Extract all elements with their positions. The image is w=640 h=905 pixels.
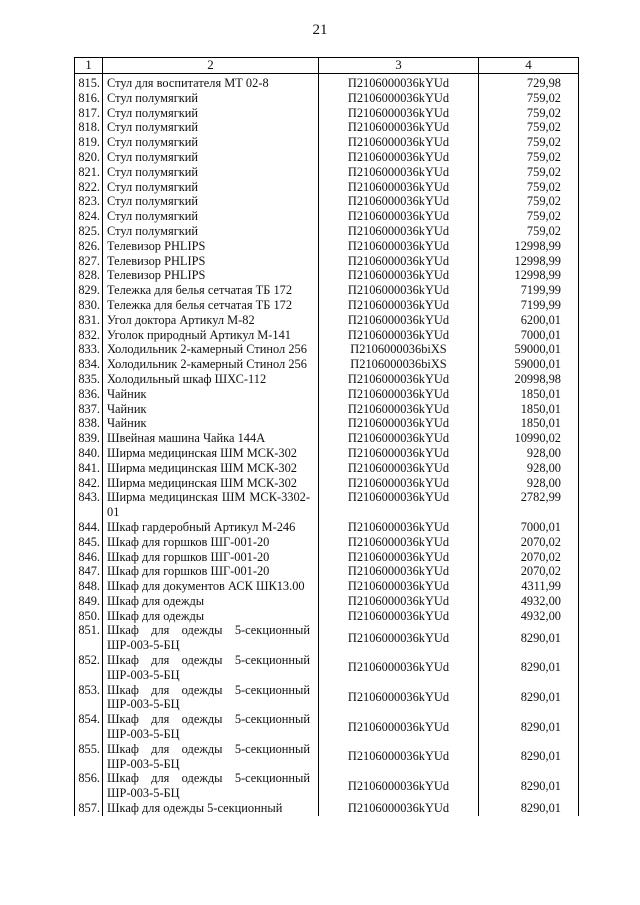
table-row — [75, 209, 579, 224]
table-row — [75, 298, 579, 313]
item-price: 12998,99 — [479, 268, 579, 283]
inventory-code: П2106000036kYUd — [319, 461, 479, 476]
row-number: 855. — [75, 742, 103, 772]
table-row — [75, 74, 579, 91]
item-name: Шкаф для одежды 5-секционный ШР-003-5-БЦ — [103, 683, 319, 713]
item-price: 759,02 — [479, 209, 579, 224]
inventory-code: П2106000036kYUd — [319, 165, 479, 180]
row-number: 830. — [75, 298, 103, 313]
item-name: Стул полумягкий — [103, 180, 319, 195]
table-row — [75, 268, 579, 283]
row-number: 853. — [75, 683, 103, 713]
table-row — [75, 446, 579, 461]
item-price: 8290,01 — [479, 683, 579, 713]
inventory-code: П2106000036kYUd — [319, 683, 479, 713]
item-name: Стул полумягкий — [103, 194, 319, 209]
table-row — [75, 180, 579, 195]
table-row — [75, 402, 579, 417]
table-body — [75, 74, 579, 816]
row-number: 851. — [75, 623, 103, 653]
table-row — [75, 91, 579, 106]
row-number: 844. — [75, 520, 103, 535]
header-row — [75, 58, 579, 74]
table-row — [75, 313, 579, 328]
item-price: 7199,99 — [479, 283, 579, 298]
item-name: Стул полумягкий — [103, 224, 319, 239]
row-number: 834. — [75, 357, 103, 372]
item-name: Чайник — [103, 402, 319, 417]
row-number: 839. — [75, 431, 103, 446]
table-row — [75, 771, 579, 801]
inventory-code: П2106000036kYUd — [319, 520, 479, 535]
inventory-code: П2106000036kYUd — [319, 535, 479, 550]
item-name: Шкаф для горшков ШГ-001-20 — [103, 564, 319, 579]
item-name: Угол доктора Артикул М-82 — [103, 313, 319, 328]
item-name: Телевизор PHLIPS — [103, 239, 319, 254]
item-price: 1850,01 — [479, 416, 579, 431]
item-name: Стул для воспитателя МТ 02-8 — [103, 74, 319, 91]
item-price: 8290,01 — [479, 801, 579, 816]
table-row — [75, 712, 579, 742]
row-number: 857. — [75, 801, 103, 816]
table-row — [75, 609, 579, 624]
inventory-code: П2106000036kYUd — [319, 431, 479, 446]
item-name: Стул полумягкий — [103, 209, 319, 224]
item-name: Чайник — [103, 416, 319, 431]
item-price: 2070,02 — [479, 535, 579, 550]
table-row — [75, 801, 579, 816]
table-row — [75, 579, 579, 594]
table-row — [75, 550, 579, 565]
item-name: Стул полумягкий — [103, 165, 319, 180]
row-number: 829. — [75, 283, 103, 298]
table-row — [75, 357, 579, 372]
row-number: 833. — [75, 342, 103, 357]
item-name: Ширма медицинская ШМ МСК-302 — [103, 446, 319, 461]
inventory-code: П2106000036kYUd — [319, 771, 479, 801]
item-name: Телевизор PHLIPS — [103, 268, 319, 283]
table-row — [75, 328, 579, 343]
inventory-code: П2106000036kYUd — [319, 594, 479, 609]
table-row — [75, 461, 579, 476]
item-name: Холодильник 2-камерный Стинол 256 — [103, 342, 319, 357]
inventory-code: П2106000036kYUd — [319, 74, 479, 91]
item-price: 759,02 — [479, 120, 579, 135]
row-number: 824. — [75, 209, 103, 224]
inventory-code: П2106000036kYUd — [319, 298, 479, 313]
table-row — [75, 476, 579, 491]
inventory-code: П2106000036kYUd — [319, 194, 479, 209]
inventory-code: П2106000036kYUd — [319, 180, 479, 195]
inventory-code: П2106000036kYUd — [319, 446, 479, 461]
item-name: Холодильный шкаф ШХС-112 — [103, 372, 319, 387]
item-name: Шкаф для одежды 5-секционный — [103, 801, 319, 816]
item-price: 928,00 — [479, 446, 579, 461]
inventory-code: П2106000036kYUd — [319, 564, 479, 579]
row-number: 822. — [75, 180, 103, 195]
inventory-table — [74, 57, 579, 816]
row-number: 817. — [75, 106, 103, 121]
table-row — [75, 120, 579, 135]
item-price: 759,02 — [479, 150, 579, 165]
item-name: Стул полумягкий — [103, 91, 319, 106]
inventory-code: П2106000036kYUd — [319, 254, 479, 269]
row-number: 838. — [75, 416, 103, 431]
table-row — [75, 387, 579, 402]
table-row — [75, 564, 579, 579]
page-number: 21 — [312, 22, 328, 38]
inventory-code: П2106000036kYUd — [319, 150, 479, 165]
item-price: 928,00 — [479, 476, 579, 491]
inventory-code: П2106000036kYUd — [319, 268, 479, 283]
item-price: 1850,01 — [479, 402, 579, 417]
item-price: 12998,99 — [479, 254, 579, 269]
table-row — [75, 490, 579, 520]
table-row — [75, 135, 579, 150]
item-name: Холодильник 2-камерный Стинол 256 — [103, 357, 319, 372]
inventory-code: П2106000036kYUd — [319, 135, 479, 150]
item-price: 1850,01 — [479, 387, 579, 402]
item-name: Шкаф для одежды 5-секционный ШР-003-5-БЦ — [103, 653, 319, 683]
table-row — [75, 254, 579, 269]
row-number: 823. — [75, 194, 103, 209]
inventory-code: П2106000036kYUd — [319, 387, 479, 402]
row-number: 831. — [75, 313, 103, 328]
row-number: 825. — [75, 224, 103, 239]
table-row — [75, 742, 579, 772]
inventory-code: П2106000036kYUd — [319, 372, 479, 387]
item-name: Ширма медицинская ШМ МСК-3302-01 — [103, 490, 319, 520]
row-number: 856. — [75, 771, 103, 801]
item-price: 8290,01 — [479, 653, 579, 683]
row-number: 854. — [75, 712, 103, 742]
item-name: Стул полумягкий — [103, 135, 319, 150]
item-price: 4311,99 — [479, 579, 579, 594]
column-header-3: 3 — [319, 58, 479, 74]
column-header-1: 1 — [75, 58, 103, 74]
row-number: 827. — [75, 254, 103, 269]
item-price: 759,02 — [479, 180, 579, 195]
item-name: Тележка для белья сетчатая ТБ 172 — [103, 298, 319, 313]
inventory-code: П2106000036kYUd — [319, 328, 479, 343]
item-name: Швейная машина Чайка 144А — [103, 431, 319, 446]
row-number: 815. — [75, 74, 103, 91]
item-price: 759,02 — [479, 106, 579, 121]
inventory-code: П2106000036biXS — [319, 342, 479, 357]
item-name: Шкаф для одежды 5-секционный ШР-003-5-БЦ — [103, 712, 319, 742]
inventory-code: П2106000036kYUd — [319, 120, 479, 135]
column-header-2: 2 — [103, 58, 319, 74]
inventory-code: П2106000036kYUd — [319, 416, 479, 431]
inventory-code: П2106000036kYUd — [319, 712, 479, 742]
item-name: Шкаф для одежды 5-секционный ШР-003-5-БЦ — [103, 742, 319, 772]
table-row — [75, 683, 579, 713]
row-number: 835. — [75, 372, 103, 387]
inventory-code: П2106000036kYUd — [319, 91, 479, 106]
item-price: 8290,01 — [479, 623, 579, 653]
item-name: Шкаф для документов АСК ШК13.00 — [103, 579, 319, 594]
item-price: 20998,98 — [479, 372, 579, 387]
inventory-code: П2106000036kYUd — [319, 239, 479, 254]
item-name: Шкаф для одежды — [103, 609, 319, 624]
inventory-code: П2106000036kYUd — [319, 106, 479, 121]
item-name: Уголок природный Артикул М-141 — [103, 328, 319, 343]
item-price: 729,98 — [479, 74, 579, 91]
inventory-code: П2106000036kYUd — [319, 476, 479, 491]
row-number: 847. — [75, 564, 103, 579]
item-name: Шкаф для одежды 5-секционный ШР-003-5-БЦ — [103, 623, 319, 653]
row-number: 849. — [75, 594, 103, 609]
table-row — [75, 194, 579, 209]
row-number: 846. — [75, 550, 103, 565]
row-number: 843. — [75, 490, 103, 520]
item-price: 759,02 — [479, 194, 579, 209]
item-name: Шкаф для горшков ШГ-001-20 — [103, 535, 319, 550]
table-row — [75, 535, 579, 550]
table-row — [75, 416, 579, 431]
item-price: 7000,01 — [479, 328, 579, 343]
inventory-code: П2106000036kYUd — [319, 209, 479, 224]
inventory-code: П2106000036kYUd — [319, 402, 479, 417]
item-name: Телевизор PHLIPS — [103, 254, 319, 269]
row-number: 837. — [75, 402, 103, 417]
item-price: 2782,99 — [479, 490, 579, 520]
row-number: 848. — [75, 579, 103, 594]
item-price: 759,02 — [479, 224, 579, 239]
item-price: 10990,02 — [479, 431, 579, 446]
inventory-code: П2106000036kYUd — [319, 742, 479, 772]
row-number: 832. — [75, 328, 103, 343]
inventory-code: П2106000036kYUd — [319, 224, 479, 239]
item-price: 59000,01 — [479, 357, 579, 372]
item-price: 8290,01 — [479, 771, 579, 801]
item-price: 6200,01 — [479, 313, 579, 328]
table-row — [75, 165, 579, 180]
item-name: Шкаф для одежды — [103, 594, 319, 609]
row-number: 852. — [75, 653, 103, 683]
item-name: Тележка для белья сетчатая ТБ 172 — [103, 283, 319, 298]
item-price: 59000,01 — [479, 342, 579, 357]
table-row — [75, 342, 579, 357]
row-number: 850. — [75, 609, 103, 624]
item-price: 759,02 — [479, 135, 579, 150]
item-name: Шкаф гардеробный Артикул М-246 — [103, 520, 319, 535]
item-price: 8290,01 — [479, 742, 579, 772]
item-price: 8290,01 — [479, 712, 579, 742]
item-name: Чайник — [103, 387, 319, 402]
item-price: 2070,02 — [479, 550, 579, 565]
item-price: 759,02 — [479, 91, 579, 106]
row-number: 820. — [75, 150, 103, 165]
item-name: Шкаф для горшков ШГ-001-20 — [103, 550, 319, 565]
table-row — [75, 150, 579, 165]
inventory-code: П2106000036kYUd — [319, 579, 479, 594]
row-number: 828. — [75, 268, 103, 283]
inventory-code: П2106000036kYUd — [319, 313, 479, 328]
row-number: 841. — [75, 461, 103, 476]
item-name: Ширма медицинская ШМ МСК-302 — [103, 461, 319, 476]
row-number: 842. — [75, 476, 103, 491]
table-row — [75, 372, 579, 387]
item-price: 7199,99 — [479, 298, 579, 313]
table-row — [75, 653, 579, 683]
inventory-code: П2106000036biXS — [319, 357, 479, 372]
row-number: 840. — [75, 446, 103, 461]
item-price: 759,02 — [479, 165, 579, 180]
row-number: 845. — [75, 535, 103, 550]
row-number: 816. — [75, 91, 103, 106]
table-row — [75, 224, 579, 239]
table-row — [75, 239, 579, 254]
table-row — [75, 283, 579, 298]
item-price: 12998,99 — [479, 239, 579, 254]
inventory-code: П2106000036kYUd — [319, 623, 479, 653]
table-header — [75, 58, 579, 74]
inventory-code: П2106000036kYUd — [319, 801, 479, 816]
item-name: Стул полумягкий — [103, 150, 319, 165]
row-number: 818. — [75, 120, 103, 135]
item-name: Ширма медицинская ШМ МСК-302 — [103, 476, 319, 491]
item-name: Стул полумягкий — [103, 106, 319, 121]
item-name: Шкаф для одежды 5-секционный ШР-003-5-БЦ — [103, 771, 319, 801]
item-price: 4932,00 — [479, 609, 579, 624]
item-price: 7000,01 — [479, 520, 579, 535]
row-number: 821. — [75, 165, 103, 180]
inventory-code: П2106000036kYUd — [319, 283, 479, 298]
column-header-4: 4 — [479, 58, 579, 74]
row-number: 826. — [75, 239, 103, 254]
table-row — [75, 431, 579, 446]
table-row — [75, 520, 579, 535]
inventory-code: П2106000036kYUd — [319, 550, 479, 565]
inventory-code: П2106000036kYUd — [319, 653, 479, 683]
item-price: 928,00 — [479, 461, 579, 476]
row-number: 836. — [75, 387, 103, 402]
table-row — [75, 106, 579, 121]
inventory-code: П2106000036kYUd — [319, 490, 479, 520]
item-price: 4932,00 — [479, 594, 579, 609]
item-name: Стул полумягкий — [103, 120, 319, 135]
table-row — [75, 623, 579, 653]
row-number: 819. — [75, 135, 103, 150]
item-price: 2070,02 — [479, 564, 579, 579]
table-row — [75, 594, 579, 609]
inventory-code: П2106000036kYUd — [319, 609, 479, 624]
